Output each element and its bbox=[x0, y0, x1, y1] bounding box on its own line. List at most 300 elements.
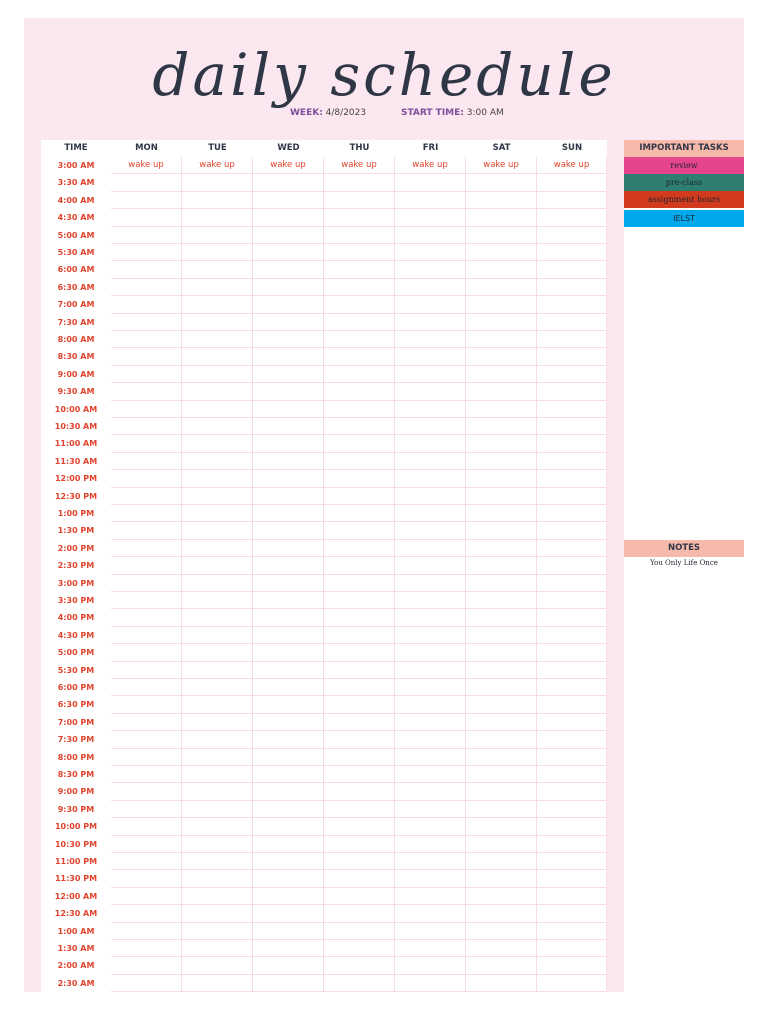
schedule-cell-sun[interactable] bbox=[537, 557, 607, 574]
schedule-cell-tue[interactable] bbox=[182, 870, 253, 887]
schedule-cell-mon[interactable] bbox=[111, 435, 182, 452]
schedule-cell-sun[interactable] bbox=[537, 888, 607, 905]
schedule-cell-thu[interactable] bbox=[324, 975, 395, 992]
schedule-cell-tue[interactable] bbox=[182, 644, 253, 661]
schedule-cell-mon[interactable] bbox=[111, 505, 182, 522]
schedule-cell-fri[interactable] bbox=[395, 749, 466, 766]
schedule-cell-sun[interactable] bbox=[537, 575, 607, 592]
schedule-cell-sat[interactable] bbox=[466, 418, 537, 435]
schedule-cell-wed[interactable] bbox=[253, 801, 324, 818]
schedule-cell-tue[interactable] bbox=[182, 227, 253, 244]
schedule-cell-sat[interactable] bbox=[466, 366, 537, 383]
schedule-cell-fri[interactable] bbox=[395, 244, 466, 261]
schedule-cell-sun[interactable] bbox=[537, 331, 607, 348]
schedule-cell-tue[interactable] bbox=[182, 818, 253, 835]
schedule-cell-mon[interactable] bbox=[111, 644, 182, 661]
schedule-cell-wed[interactable]: wake up bbox=[253, 157, 324, 174]
schedule-cell-sun[interactable] bbox=[537, 470, 607, 487]
schedule-cell-sun[interactable] bbox=[537, 227, 607, 244]
schedule-cell-sun[interactable] bbox=[537, 957, 607, 974]
schedule-cell-wed[interactable] bbox=[253, 522, 324, 539]
schedule-cell-tue[interactable] bbox=[182, 696, 253, 713]
schedule-cell-wed[interactable] bbox=[253, 923, 324, 940]
schedule-cell-fri[interactable] bbox=[395, 836, 466, 853]
schedule-cell-sun[interactable] bbox=[537, 383, 607, 400]
schedule-cell-thu[interactable] bbox=[324, 227, 395, 244]
schedule-cell-sat[interactable] bbox=[466, 801, 537, 818]
schedule-cell-mon[interactable] bbox=[111, 923, 182, 940]
schedule-cell-sun[interactable] bbox=[537, 522, 607, 539]
schedule-cell-mon[interactable] bbox=[111, 401, 182, 418]
schedule-cell-sat[interactable] bbox=[466, 766, 537, 783]
schedule-cell-wed[interactable] bbox=[253, 209, 324, 226]
schedule-cell-wed[interactable] bbox=[253, 366, 324, 383]
schedule-cell-wed[interactable] bbox=[253, 592, 324, 609]
schedule-cell-sun[interactable] bbox=[537, 279, 607, 296]
schedule-cell-sat[interactable] bbox=[466, 696, 537, 713]
schedule-cell-wed[interactable] bbox=[253, 435, 324, 452]
schedule-cell-fri[interactable] bbox=[395, 923, 466, 940]
schedule-cell-wed[interactable] bbox=[253, 853, 324, 870]
schedule-cell-tue[interactable] bbox=[182, 888, 253, 905]
schedule-cell-sun[interactable] bbox=[537, 488, 607, 505]
schedule-cell-tue[interactable] bbox=[182, 540, 253, 557]
schedule-cell-tue[interactable] bbox=[182, 783, 253, 800]
schedule-cell-sun[interactable] bbox=[537, 505, 607, 522]
schedule-cell-fri[interactable] bbox=[395, 714, 466, 731]
schedule-cell-sun[interactable] bbox=[537, 296, 607, 313]
schedule-cell-mon[interactable] bbox=[111, 261, 182, 278]
schedule-cell-fri[interactable] bbox=[395, 540, 466, 557]
schedule-cell-sat[interactable] bbox=[466, 627, 537, 644]
schedule-cell-mon[interactable] bbox=[111, 836, 182, 853]
schedule-cell-tue[interactable] bbox=[182, 209, 253, 226]
schedule-cell-tue[interactable] bbox=[182, 331, 253, 348]
schedule-cell-fri[interactable] bbox=[395, 261, 466, 278]
schedule-cell-mon[interactable] bbox=[111, 488, 182, 505]
schedule-cell-sat[interactable] bbox=[466, 870, 537, 887]
schedule-cell-tue[interactable] bbox=[182, 348, 253, 365]
schedule-cell-mon[interactable] bbox=[111, 418, 182, 435]
schedule-cell-mon[interactable] bbox=[111, 818, 182, 835]
schedule-cell-tue[interactable] bbox=[182, 244, 253, 261]
schedule-cell-tue[interactable] bbox=[182, 749, 253, 766]
schedule-cell-tue[interactable] bbox=[182, 505, 253, 522]
schedule-cell-sat[interactable] bbox=[466, 957, 537, 974]
schedule-cell-tue[interactable] bbox=[182, 488, 253, 505]
schedule-cell-wed[interactable] bbox=[253, 731, 324, 748]
schedule-cell-sat[interactable] bbox=[466, 435, 537, 452]
schedule-cell-thu[interactable] bbox=[324, 836, 395, 853]
schedule-cell-mon[interactable] bbox=[111, 540, 182, 557]
schedule-cell-sun[interactable] bbox=[537, 348, 607, 365]
schedule-cell-wed[interactable] bbox=[253, 470, 324, 487]
schedule-cell-mon[interactable] bbox=[111, 662, 182, 679]
schedule-cell-mon[interactable]: wake up bbox=[111, 157, 182, 174]
schedule-cell-thu[interactable] bbox=[324, 627, 395, 644]
schedule-cell-thu[interactable] bbox=[324, 714, 395, 731]
schedule-cell-wed[interactable] bbox=[253, 261, 324, 278]
schedule-cell-fri[interactable] bbox=[395, 818, 466, 835]
schedule-cell-fri[interactable] bbox=[395, 435, 466, 452]
schedule-cell-thu[interactable] bbox=[324, 348, 395, 365]
schedule-cell-thu[interactable] bbox=[324, 401, 395, 418]
schedule-cell-mon[interactable] bbox=[111, 522, 182, 539]
schedule-cell-sat[interactable] bbox=[466, 888, 537, 905]
schedule-cell-fri[interactable] bbox=[395, 870, 466, 887]
schedule-cell-sun[interactable] bbox=[537, 679, 607, 696]
schedule-cell-sun[interactable] bbox=[537, 453, 607, 470]
task-assignment-hours[interactable]: assignment hours bbox=[624, 191, 744, 208]
schedule-cell-sun[interactable] bbox=[537, 731, 607, 748]
schedule-cell-mon[interactable] bbox=[111, 192, 182, 209]
schedule-cell-tue[interactable] bbox=[182, 314, 253, 331]
schedule-cell-thu[interactable] bbox=[324, 592, 395, 609]
schedule-cell-mon[interactable] bbox=[111, 783, 182, 800]
schedule-cell-fri[interactable] bbox=[395, 696, 466, 713]
schedule-cell-tue[interactable] bbox=[182, 923, 253, 940]
schedule-cell-sun[interactable] bbox=[537, 540, 607, 557]
schedule-cell-tue[interactable] bbox=[182, 975, 253, 992]
schedule-cell-sun[interactable] bbox=[537, 975, 607, 992]
schedule-cell-mon[interactable] bbox=[111, 453, 182, 470]
schedule-cell-sat[interactable] bbox=[466, 174, 537, 191]
schedule-cell-thu[interactable] bbox=[324, 488, 395, 505]
schedule-cell-wed[interactable] bbox=[253, 383, 324, 400]
schedule-cell-mon[interactable] bbox=[111, 366, 182, 383]
schedule-cell-thu[interactable] bbox=[324, 644, 395, 661]
schedule-cell-wed[interactable] bbox=[253, 627, 324, 644]
schedule-cell-thu[interactable] bbox=[324, 888, 395, 905]
schedule-cell-wed[interactable] bbox=[253, 540, 324, 557]
start-time-value[interactable]: 3:00 AM bbox=[466, 108, 504, 118]
schedule-cell-thu[interactable] bbox=[324, 818, 395, 835]
schedule-cell-wed[interactable] bbox=[253, 644, 324, 661]
schedule-cell-sat[interactable] bbox=[466, 679, 537, 696]
schedule-cell-fri[interactable] bbox=[395, 679, 466, 696]
schedule-cell-sun[interactable] bbox=[537, 870, 607, 887]
schedule-cell-sat[interactable]: wake up bbox=[466, 157, 537, 174]
schedule-cell-fri[interactable] bbox=[395, 383, 466, 400]
schedule-cell-wed[interactable] bbox=[253, 174, 324, 191]
schedule-cell-fri[interactable] bbox=[395, 522, 466, 539]
schedule-cell-fri[interactable] bbox=[395, 418, 466, 435]
schedule-cell-tue[interactable] bbox=[182, 627, 253, 644]
schedule-cell-sun[interactable] bbox=[537, 609, 607, 626]
schedule-cell-wed[interactable] bbox=[253, 749, 324, 766]
schedule-cell-thu[interactable] bbox=[324, 261, 395, 278]
schedule-cell-sun[interactable] bbox=[537, 627, 607, 644]
schedule-cell-thu[interactable] bbox=[324, 366, 395, 383]
schedule-cell-sat[interactable] bbox=[466, 192, 537, 209]
schedule-cell-sat[interactable] bbox=[466, 488, 537, 505]
schedule-cell-sat[interactable] bbox=[466, 783, 537, 800]
schedule-cell-fri[interactable] bbox=[395, 853, 466, 870]
schedule-cell-sun[interactable] bbox=[537, 905, 607, 922]
schedule-cell-mon[interactable] bbox=[111, 975, 182, 992]
schedule-cell-tue[interactable] bbox=[182, 401, 253, 418]
schedule-cell-thu[interactable] bbox=[324, 418, 395, 435]
schedule-cell-sat[interactable] bbox=[466, 244, 537, 261]
schedule-cell-mon[interactable] bbox=[111, 383, 182, 400]
schedule-cell-tue[interactable] bbox=[182, 522, 253, 539]
schedule-cell-fri[interactable] bbox=[395, 470, 466, 487]
schedule-cell-thu[interactable] bbox=[324, 766, 395, 783]
week-value[interactable]: 4/8/2023 bbox=[325, 108, 367, 118]
schedule-cell-wed[interactable] bbox=[253, 331, 324, 348]
schedule-cell-tue[interactable] bbox=[182, 296, 253, 313]
task-ielst[interactable]: IELST bbox=[624, 210, 744, 227]
schedule-cell-thu[interactable] bbox=[324, 453, 395, 470]
schedule-cell-tue[interactable] bbox=[182, 366, 253, 383]
schedule-cell-sun[interactable] bbox=[537, 923, 607, 940]
schedule-cell-sat[interactable] bbox=[466, 644, 537, 661]
schedule-cell-sat[interactable] bbox=[466, 314, 537, 331]
schedule-cell-mon[interactable] bbox=[111, 227, 182, 244]
schedule-cell-mon[interactable] bbox=[111, 575, 182, 592]
schedule-cell-sun[interactable] bbox=[537, 853, 607, 870]
schedule-cell-sat[interactable] bbox=[466, 261, 537, 278]
schedule-cell-mon[interactable] bbox=[111, 609, 182, 626]
schedule-cell-fri[interactable] bbox=[395, 348, 466, 365]
schedule-cell-tue[interactable] bbox=[182, 905, 253, 922]
schedule-cell-thu[interactable] bbox=[324, 662, 395, 679]
schedule-cell-sun[interactable] bbox=[537, 818, 607, 835]
schedule-cell-mon[interactable] bbox=[111, 714, 182, 731]
schedule-cell-thu[interactable] bbox=[324, 609, 395, 626]
schedule-cell-mon[interactable] bbox=[111, 557, 182, 574]
schedule-cell-thu[interactable] bbox=[324, 679, 395, 696]
schedule-cell-sat[interactable] bbox=[466, 453, 537, 470]
schedule-cell-fri[interactable] bbox=[395, 592, 466, 609]
schedule-cell-sat[interactable] bbox=[466, 401, 537, 418]
schedule-cell-sun[interactable] bbox=[537, 749, 607, 766]
schedule-cell-tue[interactable] bbox=[182, 592, 253, 609]
schedule-cell-mon[interactable] bbox=[111, 174, 182, 191]
schedule-cell-mon[interactable] bbox=[111, 296, 182, 313]
schedule-cell-fri[interactable] bbox=[395, 192, 466, 209]
schedule-cell-thu[interactable] bbox=[324, 853, 395, 870]
schedule-cell-sat[interactable] bbox=[466, 731, 537, 748]
schedule-cell-fri[interactable] bbox=[395, 627, 466, 644]
schedule-cell-thu[interactable] bbox=[324, 801, 395, 818]
schedule-cell-sat[interactable] bbox=[466, 905, 537, 922]
schedule-cell-fri[interactable] bbox=[395, 296, 466, 313]
schedule-cell-sun[interactable] bbox=[537, 314, 607, 331]
schedule-cell-sat[interactable] bbox=[466, 749, 537, 766]
schedule-cell-sat[interactable] bbox=[466, 331, 537, 348]
schedule-cell-wed[interactable] bbox=[253, 714, 324, 731]
schedule-cell-sun[interactable] bbox=[537, 401, 607, 418]
schedule-cell-sun[interactable] bbox=[537, 836, 607, 853]
schedule-cell-mon[interactable] bbox=[111, 940, 182, 957]
schedule-cell-mon[interactable] bbox=[111, 627, 182, 644]
schedule-cell-mon[interactable] bbox=[111, 696, 182, 713]
schedule-cell-wed[interactable] bbox=[253, 662, 324, 679]
schedule-cell-tue[interactable] bbox=[182, 766, 253, 783]
schedule-cell-wed[interactable] bbox=[253, 870, 324, 887]
schedule-cell-wed[interactable] bbox=[253, 783, 324, 800]
schedule-cell-wed[interactable] bbox=[253, 940, 324, 957]
schedule-cell-thu[interactable] bbox=[324, 174, 395, 191]
schedule-cell-sat[interactable] bbox=[466, 975, 537, 992]
schedule-cell-tue[interactable] bbox=[182, 957, 253, 974]
schedule-cell-sun[interactable] bbox=[537, 662, 607, 679]
schedule-cell-mon[interactable] bbox=[111, 244, 182, 261]
schedule-cell-mon[interactable] bbox=[111, 314, 182, 331]
schedule-cell-mon[interactable] bbox=[111, 888, 182, 905]
schedule-cell-thu[interactable] bbox=[324, 749, 395, 766]
schedule-cell-sat[interactable] bbox=[466, 505, 537, 522]
schedule-cell-sat[interactable] bbox=[466, 609, 537, 626]
schedule-cell-sun[interactable] bbox=[537, 714, 607, 731]
schedule-cell-sat[interactable] bbox=[466, 818, 537, 835]
schedule-cell-mon[interactable] bbox=[111, 331, 182, 348]
schedule-cell-tue[interactable] bbox=[182, 662, 253, 679]
schedule-cell-thu[interactable] bbox=[324, 540, 395, 557]
schedule-cell-thu[interactable] bbox=[324, 470, 395, 487]
schedule-cell-sat[interactable] bbox=[466, 662, 537, 679]
task-review[interactable]: review bbox=[624, 157, 744, 174]
schedule-cell-fri[interactable] bbox=[395, 731, 466, 748]
schedule-cell-fri[interactable] bbox=[395, 766, 466, 783]
schedule-cell-sat[interactable] bbox=[466, 557, 537, 574]
schedule-cell-thu[interactable] bbox=[324, 696, 395, 713]
schedule-cell-fri[interactable] bbox=[395, 279, 466, 296]
schedule-cell-tue[interactable] bbox=[182, 261, 253, 278]
schedule-cell-wed[interactable] bbox=[253, 279, 324, 296]
schedule-cell-sat[interactable] bbox=[466, 923, 537, 940]
schedule-cell-wed[interactable] bbox=[253, 609, 324, 626]
schedule-cell-tue[interactable] bbox=[182, 383, 253, 400]
schedule-cell-mon[interactable] bbox=[111, 766, 182, 783]
schedule-cell-thu[interactable] bbox=[324, 923, 395, 940]
schedule-cell-thu[interactable] bbox=[324, 522, 395, 539]
schedule-cell-sun[interactable] bbox=[537, 261, 607, 278]
schedule-cell-wed[interactable] bbox=[253, 888, 324, 905]
schedule-cell-sun[interactable] bbox=[537, 940, 607, 957]
schedule-cell-fri[interactable] bbox=[395, 783, 466, 800]
schedule-cell-sun[interactable] bbox=[537, 592, 607, 609]
notes-text[interactable]: You Only Life Once bbox=[650, 559, 718, 567]
schedule-cell-tue[interactable] bbox=[182, 801, 253, 818]
schedule-cell-sat[interactable] bbox=[466, 227, 537, 244]
schedule-cell-mon[interactable] bbox=[111, 870, 182, 887]
schedule-cell-mon[interactable] bbox=[111, 731, 182, 748]
schedule-cell-thu[interactable] bbox=[324, 209, 395, 226]
schedule-cell-fri[interactable] bbox=[395, 227, 466, 244]
schedule-cell-fri[interactable] bbox=[395, 801, 466, 818]
schedule-cell-sat[interactable] bbox=[466, 940, 537, 957]
schedule-cell-fri[interactable] bbox=[395, 644, 466, 661]
schedule-cell-fri[interactable] bbox=[395, 209, 466, 226]
schedule-cell-mon[interactable] bbox=[111, 279, 182, 296]
schedule-cell-sun[interactable] bbox=[537, 801, 607, 818]
schedule-cell-tue[interactable] bbox=[182, 940, 253, 957]
schedule-cell-tue[interactable] bbox=[182, 279, 253, 296]
schedule-cell-sun[interactable] bbox=[537, 366, 607, 383]
schedule-cell-tue[interactable] bbox=[182, 435, 253, 452]
schedule-cell-wed[interactable] bbox=[253, 505, 324, 522]
schedule-cell-sat[interactable] bbox=[466, 209, 537, 226]
schedule-cell-tue[interactable] bbox=[182, 836, 253, 853]
schedule-cell-tue[interactable] bbox=[182, 192, 253, 209]
schedule-cell-fri[interactable] bbox=[395, 957, 466, 974]
schedule-cell-tue[interactable]: wake up bbox=[182, 157, 253, 174]
schedule-cell-fri[interactable] bbox=[395, 488, 466, 505]
schedule-cell-thu[interactable] bbox=[324, 783, 395, 800]
schedule-cell-fri[interactable] bbox=[395, 174, 466, 191]
schedule-cell-fri[interactable] bbox=[395, 975, 466, 992]
schedule-cell-fri[interactable]: wake up bbox=[395, 157, 466, 174]
schedule-cell-mon[interactable] bbox=[111, 957, 182, 974]
schedule-cell-sat[interactable] bbox=[466, 279, 537, 296]
schedule-cell-sat[interactable] bbox=[466, 348, 537, 365]
schedule-cell-sun[interactable] bbox=[537, 192, 607, 209]
schedule-cell-wed[interactable] bbox=[253, 905, 324, 922]
schedule-cell-fri[interactable] bbox=[395, 940, 466, 957]
schedule-cell-thu[interactable] bbox=[324, 296, 395, 313]
schedule-cell-fri[interactable] bbox=[395, 662, 466, 679]
schedule-cell-wed[interactable] bbox=[253, 696, 324, 713]
schedule-cell-sun[interactable] bbox=[537, 435, 607, 452]
schedule-cell-thu[interactable] bbox=[324, 557, 395, 574]
schedule-cell-sat[interactable] bbox=[466, 522, 537, 539]
schedule-cell-thu[interactable] bbox=[324, 731, 395, 748]
schedule-cell-sat[interactable] bbox=[466, 836, 537, 853]
schedule-cell-fri[interactable] bbox=[395, 557, 466, 574]
schedule-cell-tue[interactable] bbox=[182, 174, 253, 191]
schedule-cell-thu[interactable] bbox=[324, 314, 395, 331]
schedule-cell-wed[interactable] bbox=[253, 957, 324, 974]
schedule-cell-sun[interactable] bbox=[537, 209, 607, 226]
schedule-cell-tue[interactable] bbox=[182, 557, 253, 574]
schedule-cell-wed[interactable] bbox=[253, 453, 324, 470]
schedule-cell-wed[interactable] bbox=[253, 348, 324, 365]
schedule-cell-wed[interactable] bbox=[253, 575, 324, 592]
schedule-cell-thu[interactable] bbox=[324, 244, 395, 261]
schedule-cell-sun[interactable] bbox=[537, 174, 607, 191]
schedule-cell-wed[interactable] bbox=[253, 244, 324, 261]
schedule-cell-thu[interactable]: wake up bbox=[324, 157, 395, 174]
schedule-cell-wed[interactable] bbox=[253, 227, 324, 244]
schedule-cell-fri[interactable] bbox=[395, 905, 466, 922]
schedule-cell-sun[interactable]: wake up bbox=[537, 157, 607, 174]
schedule-cell-tue[interactable] bbox=[182, 731, 253, 748]
schedule-cell-sat[interactable] bbox=[466, 853, 537, 870]
schedule-cell-thu[interactable] bbox=[324, 435, 395, 452]
schedule-cell-wed[interactable] bbox=[253, 192, 324, 209]
schedule-cell-sat[interactable] bbox=[466, 592, 537, 609]
schedule-cell-wed[interactable] bbox=[253, 975, 324, 992]
schedule-cell-thu[interactable] bbox=[324, 505, 395, 522]
schedule-cell-fri[interactable] bbox=[395, 505, 466, 522]
schedule-cell-thu[interactable] bbox=[324, 957, 395, 974]
schedule-cell-wed[interactable] bbox=[253, 401, 324, 418]
schedule-cell-sat[interactable] bbox=[466, 714, 537, 731]
schedule-cell-thu[interactable] bbox=[324, 331, 395, 348]
schedule-cell-thu[interactable] bbox=[324, 870, 395, 887]
schedule-cell-tue[interactable] bbox=[182, 453, 253, 470]
schedule-cell-thu[interactable] bbox=[324, 279, 395, 296]
schedule-cell-sun[interactable] bbox=[537, 418, 607, 435]
schedule-cell-fri[interactable] bbox=[395, 401, 466, 418]
schedule-cell-wed[interactable] bbox=[253, 766, 324, 783]
schedule-cell-tue[interactable] bbox=[182, 679, 253, 696]
schedule-cell-mon[interactable] bbox=[111, 679, 182, 696]
schedule-cell-thu[interactable] bbox=[324, 192, 395, 209]
schedule-cell-sun[interactable] bbox=[537, 696, 607, 713]
